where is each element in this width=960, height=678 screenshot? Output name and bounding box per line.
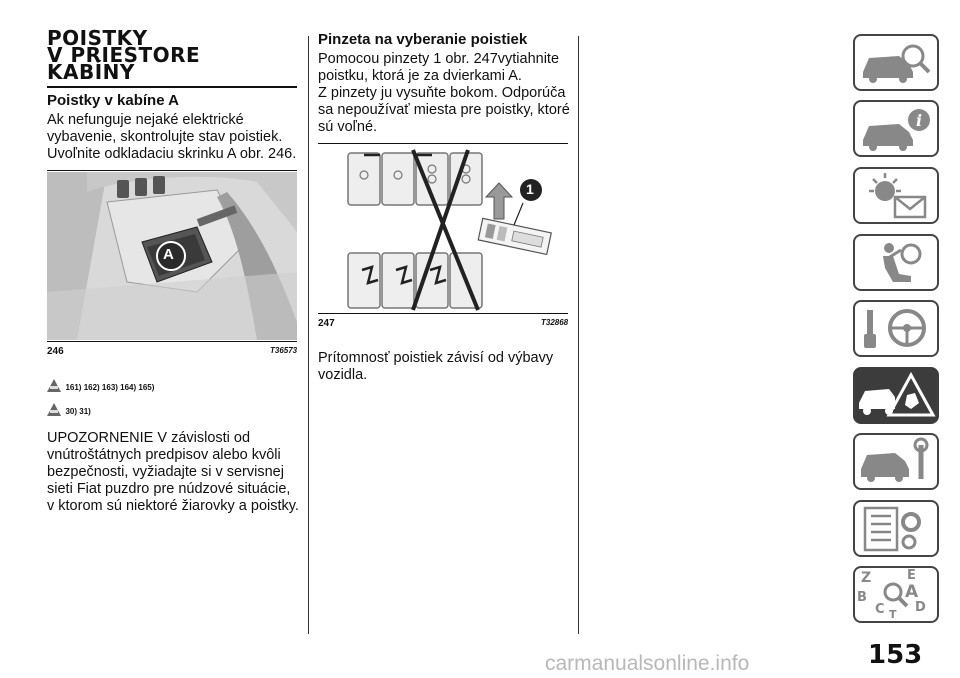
text-line: Uvoľnite odkladaciu skrinku A obr. 246. bbox=[47, 146, 297, 162]
note-paragraph bbox=[47, 430, 307, 515]
warning-ref-row bbox=[47, 401, 91, 419]
figure-bottom-rule bbox=[47, 341, 297, 342]
availability-paragraph bbox=[318, 350, 573, 384]
figure-bottom-rule bbox=[318, 313, 568, 314]
text-line: UPOZORNENIE V závislosti od bbox=[47, 430, 251, 446]
key-steering-icon bbox=[855, 302, 937, 355]
watermark-text: carmanualsonline.info bbox=[545, 652, 750, 675]
callout-1: 1 bbox=[526, 181, 534, 197]
figure-top-rule bbox=[318, 143, 568, 144]
tab-car-search[interactable] bbox=[853, 34, 939, 91]
car-warning-small-icon bbox=[47, 403, 61, 416]
figure-code: T32868 bbox=[541, 318, 569, 327]
alphabet-index-icon bbox=[855, 568, 937, 621]
tab-alphabet-index[interactable] bbox=[853, 566, 939, 623]
text-line: sa nepoužívať miesta pre poistky, ktoré bbox=[318, 102, 570, 118]
text-line: poistku, ktorá je za dvierkami A. bbox=[318, 68, 522, 84]
figure-top-rule bbox=[47, 170, 297, 171]
subheading-fuses-cabin: Poistky v kabíne A bbox=[47, 92, 179, 109]
magnifier-icon bbox=[881, 580, 911, 610]
index-letter: Z bbox=[861, 570, 872, 586]
index-letter: B bbox=[857, 590, 867, 605]
figure-247-drawing bbox=[318, 145, 568, 312]
figure-246-photo bbox=[47, 172, 297, 340]
text-line: sú voľné. bbox=[318, 119, 378, 135]
car-search-icon bbox=[855, 36, 937, 89]
car-warning-triangle-icon bbox=[855, 369, 937, 422]
text-line: bezpečnosti, vyžiadajte si v servisnej bbox=[47, 464, 284, 480]
index-letter: C bbox=[875, 602, 885, 617]
figure-number: 246 bbox=[47, 346, 64, 357]
title-rule bbox=[47, 86, 297, 88]
car-warning-small-icon bbox=[47, 379, 61, 392]
warning-refs-text: 161) 162) 163) 164) 165) bbox=[65, 383, 155, 392]
text-line: Pomocou pinzety 1 obr. 247vytiahnite bbox=[318, 51, 560, 67]
warning-ref-row bbox=[47, 377, 154, 395]
page-number: 153 bbox=[868, 640, 923, 670]
tab-car-wrench[interactable] bbox=[853, 433, 939, 490]
list-gears-icon bbox=[855, 502, 937, 555]
figure-marker-a: A bbox=[163, 246, 174, 263]
index-letter: T bbox=[889, 608, 897, 621]
tab-car-info[interactable] bbox=[853, 100, 939, 157]
figure-number: 247 bbox=[318, 318, 335, 329]
text-line: Ak nefunguje nejaké elektrické bbox=[47, 112, 244, 128]
index-letter: E bbox=[907, 568, 916, 583]
fuse-tweezers-drawing bbox=[318, 145, 568, 312]
light-mail-icon bbox=[855, 169, 937, 222]
tab-key-steering[interactable] bbox=[853, 300, 939, 357]
subheading-tweezers: Pinzeta na vyberanie poistiek bbox=[318, 31, 528, 48]
car-wrench-icon bbox=[855, 435, 937, 488]
index-letter: D bbox=[915, 600, 926, 615]
tab-airbag-seat[interactable] bbox=[853, 234, 939, 291]
text-line: vnútroštátnych predpisov alebo kvôli bbox=[47, 447, 281, 463]
svg-text:i: i bbox=[916, 111, 923, 130]
text-line: vybavenie, skontrolujte stav poistiek. bbox=[47, 129, 283, 145]
warning-refs-text: 30) 31) bbox=[65, 407, 91, 416]
index-letter: A bbox=[905, 582, 919, 602]
tab-car-warning-active[interactable] bbox=[853, 367, 939, 424]
tab-list-gears[interactable] bbox=[853, 500, 939, 557]
title-line: KABÍNY bbox=[47, 60, 135, 84]
text-line: Z pinzety ju vysuňte bokom. Odporúča bbox=[318, 85, 566, 101]
text-line: Prítomnosť poistiek závisí od výbavy bbox=[318, 350, 554, 366]
title-line: POISTKY bbox=[47, 26, 148, 50]
text-line: vozidla. bbox=[318, 367, 368, 383]
title-line: V PRIESTORE bbox=[47, 43, 201, 67]
intro-paragraph bbox=[47, 112, 302, 163]
figure-code: T36573 bbox=[270, 346, 298, 355]
section-title bbox=[47, 26, 297, 84]
text-line: sieti Fiat puzdro pre núdzové situácie, bbox=[47, 481, 291, 497]
tweezers-paragraph bbox=[318, 51, 573, 136]
tab-light-mail[interactable] bbox=[853, 167, 939, 224]
car-info-icon bbox=[855, 102, 937, 155]
column-divider bbox=[308, 36, 309, 634]
airbag-seat-icon bbox=[855, 236, 937, 289]
text-line: v ktorom sú niektoré žiarovky a poistky. bbox=[47, 498, 299, 514]
column-divider bbox=[578, 36, 579, 634]
